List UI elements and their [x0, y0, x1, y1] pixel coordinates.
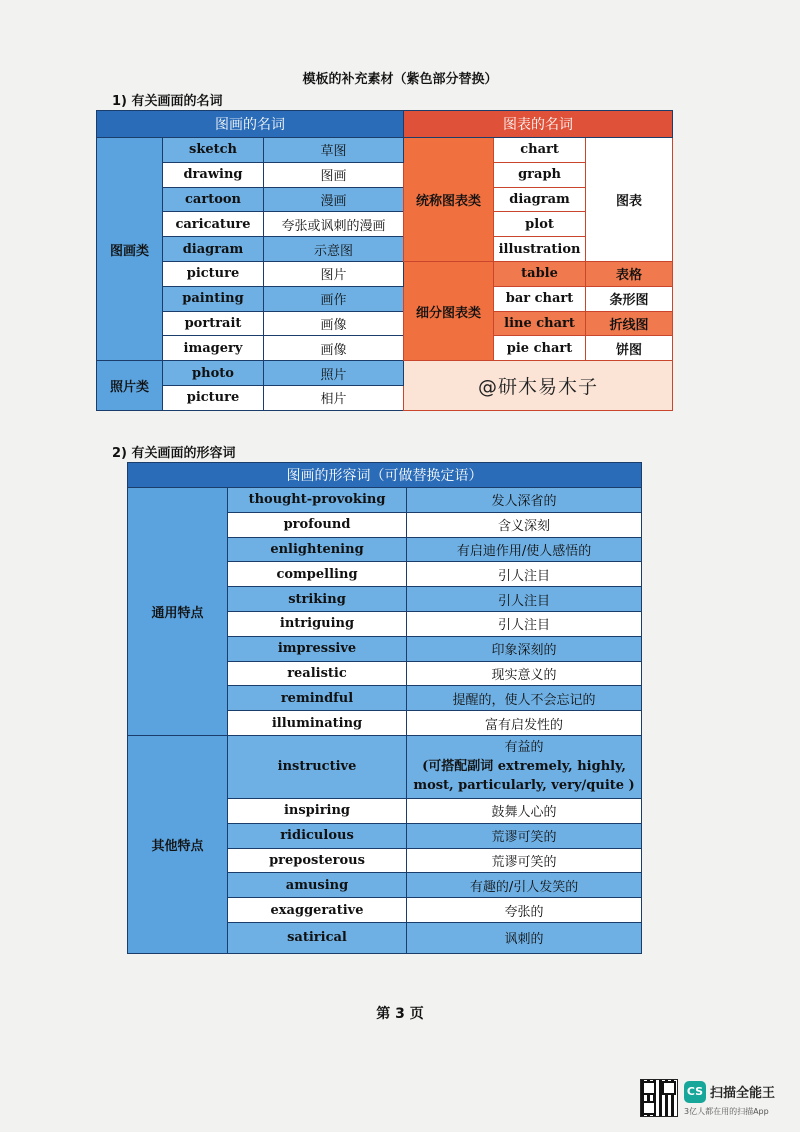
adjective-en: striking — [228, 587, 407, 612]
adjective-en: compelling — [228, 562, 407, 587]
category-other: 其他特点 — [128, 735, 228, 953]
noun-en: sketch — [163, 138, 264, 163]
adjective-zh-multiline — [407, 735, 642, 798]
adjective-en: exaggerative — [228, 898, 407, 923]
adjective-en: satirical — [228, 922, 407, 953]
noun-en: cartoon — [163, 187, 264, 212]
adjective-zh: 印象深刻的 — [407, 636, 642, 661]
chart-noun-en: bar chart — [494, 286, 586, 311]
adjective-zh: 有趣的/引人发笑的 — [407, 873, 642, 898]
section1-title: 1) 有关画面的名词 — [112, 94, 223, 109]
scanner-badge — [640, 1079, 795, 1119]
adjective-zh: 现实意义的 — [407, 661, 642, 686]
adjective-en: thought-provoking — [228, 488, 407, 513]
noun-en: picture — [163, 261, 264, 286]
adjective-zh: 引人注目 — [407, 611, 642, 636]
chart-noun-zh: 折线图 — [586, 311, 673, 336]
adjective-en: remindful — [228, 686, 407, 711]
noun-zh: 画像 — [264, 336, 404, 361]
adjective-zh: 引人注目 — [407, 562, 642, 587]
chart-noun-en: table — [494, 261, 586, 286]
noun-en: drawing — [163, 162, 264, 187]
noun-en: caricature — [163, 212, 264, 237]
adjective-zh: 荒谬可笑的 — [407, 848, 642, 873]
noun-en: photo — [163, 361, 264, 386]
noun-zh: 图画 — [264, 162, 404, 187]
adjective-en: intriguing — [228, 611, 407, 636]
adjective-zh: 提醒的，使人不会忘记的 — [407, 686, 642, 711]
adjectives-header: 图画的形容词（可做替换定语） — [128, 463, 642, 488]
category-pictures: 图画类 — [97, 138, 163, 361]
adjective-en: enlightening — [228, 537, 407, 562]
adjective-en: ridiculous — [228, 823, 407, 848]
category-detail-chart: 细分图表类 — [404, 261, 494, 360]
adjectives-table — [127, 462, 642, 954]
noun-zh: 画像 — [264, 311, 404, 336]
adjective-zh-line1: 有益的 — [504, 740, 544, 756]
scanner-tagline: 3亿人都在用的扫描App — [684, 1107, 769, 1116]
camscanner-logo-icon: CS — [684, 1081, 706, 1103]
category-general-chart: 统称图表类 — [404, 138, 494, 262]
chart-noun-zh: 表格 — [586, 261, 673, 286]
adjective-en: amusing — [228, 873, 407, 898]
noun-en: painting — [163, 286, 264, 311]
adjective-zh: 鼓舞人心的 — [407, 798, 642, 823]
adjective-en: impressive — [228, 636, 407, 661]
page-title: 模板的补充素材（紫色部分替换） — [302, 72, 498, 87]
chart-nouns-header: 图表的名词 — [404, 111, 673, 138]
adjective-zh: 发人深省的 — [407, 488, 642, 513]
adjective-zh: 有启迪作用/使人感悟的 — [407, 537, 642, 562]
adjective-zh: 夸张的 — [407, 898, 642, 923]
noun-zh: 画作 — [264, 286, 404, 311]
chart-noun-en: line chart — [494, 311, 586, 336]
nouns-table — [96, 110, 673, 411]
chart-noun-en: graph — [494, 162, 586, 187]
noun-zh: 图片 — [264, 261, 404, 286]
chart-general-zh: 图表 — [586, 138, 673, 262]
page-number: 第 3 页 — [376, 1006, 424, 1022]
adjective-zh: 引人注目 — [407, 587, 642, 612]
noun-en: diagram — [163, 237, 264, 262]
adjective-en: realistic — [228, 661, 407, 686]
adjective-en: instructive — [228, 735, 407, 798]
category-photos: 照片类 — [97, 361, 163, 411]
adjective-zh: 荒谬可笑的 — [407, 823, 642, 848]
category-general: 通用特点 — [128, 488, 228, 736]
noun-zh: 相片 — [264, 385, 404, 410]
picture-nouns-header: 图画的名词 — [97, 111, 404, 138]
noun-en: imagery — [163, 336, 264, 361]
noun-zh: 示意图 — [264, 237, 404, 262]
adjective-zh: 讽刺的 — [407, 922, 642, 953]
noun-en: portrait — [163, 311, 264, 336]
adjective-en: inspiring — [228, 798, 407, 823]
adjective-zh-line2: (可搭配副词 extremely, highly, — [422, 759, 626, 775]
watermark-text: @研木易木子 — [404, 361, 673, 411]
chart-noun-en: illustration — [494, 237, 586, 262]
noun-zh: 夸张或讽刺的漫画 — [264, 212, 404, 237]
adjective-en: preposterous — [228, 848, 407, 873]
noun-zh: 照片 — [264, 361, 404, 386]
chart-noun-en: diagram — [494, 187, 586, 212]
noun-en: picture — [163, 385, 264, 410]
chart-noun-en: plot — [494, 212, 586, 237]
chart-noun-zh: 条形图 — [586, 286, 673, 311]
adjective-zh-line3: most, particularly, very/quite ) — [413, 778, 635, 794]
adjective-zh: 含义深刻 — [407, 512, 642, 537]
adjective-zh: 富有启发性的 — [407, 711, 642, 736]
scanner-app-name: 扫描全能王 — [710, 1086, 776, 1101]
chart-noun-en: chart — [494, 138, 586, 163]
chart-noun-en: pie chart — [494, 336, 586, 361]
section2-title: 2) 有关画面的形容词 — [112, 446, 236, 461]
qr-code-icon — [640, 1079, 678, 1117]
adjective-en: illuminating — [228, 711, 407, 736]
noun-zh: 漫画 — [264, 187, 404, 212]
chart-noun-zh: 饼图 — [586, 336, 673, 361]
adjective-en: profound — [228, 512, 407, 537]
noun-zh: 草图 — [264, 138, 404, 163]
